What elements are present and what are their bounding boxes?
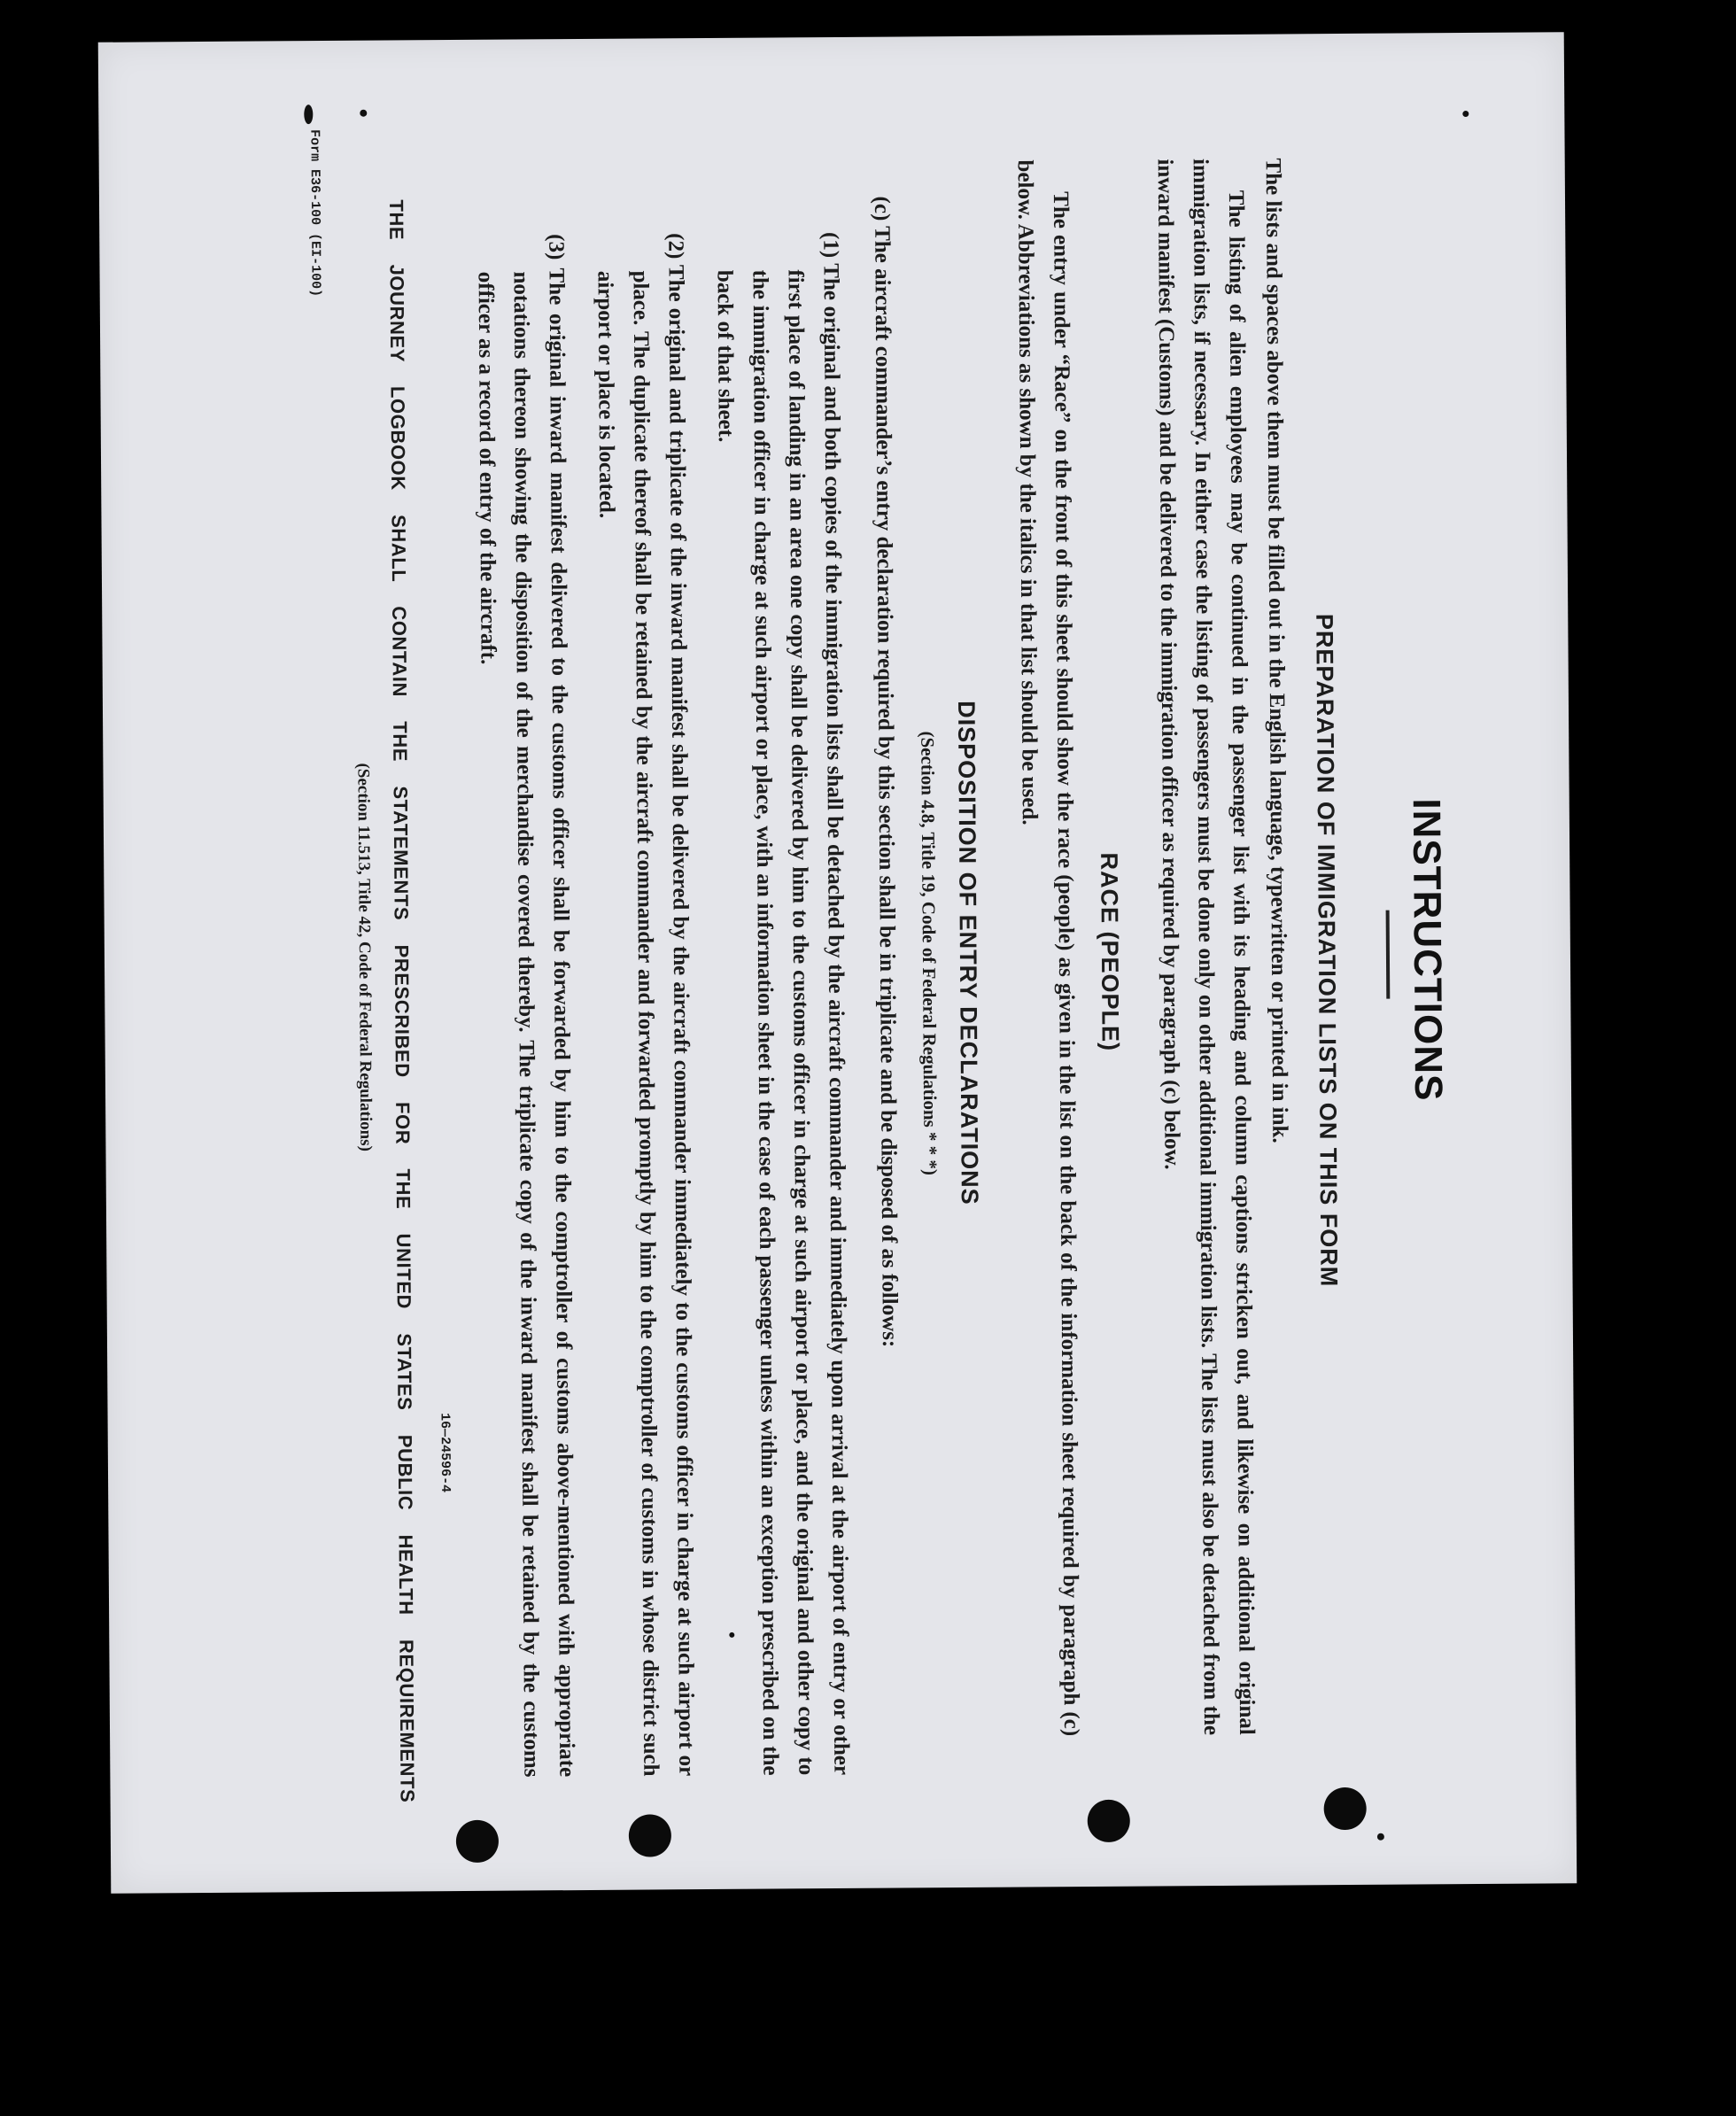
disposition-citation: (Section 4.8, Title 19, Code of Federal Regulations * * *) <box>917 731 942 1176</box>
punch-hole <box>629 1814 671 1856</box>
document-sheet <box>98 32 1577 1894</box>
page-title: INSTRUCTIONS <box>1404 798 1451 1102</box>
race-heading: RACE (PEOPLE) <box>1096 852 1124 1052</box>
disposition-item-2: (2) The original and triplicate of the inward manifest shall be delivered by the aircraft commander immediately to the customs officer in charge at such airport or place. The duplicate thereof shall be retained by the aircraft commander and forwarded promptly by him to the comptroller of customs in whose district such airport or place is located. <box>593 233 699 1777</box>
scan-speck <box>1462 111 1469 117</box>
rotated-text-block <box>218 95 1469 1813</box>
title-underline <box>1386 911 1391 999</box>
logbook-citation: (Section 11.513, Title 42, Code of Federal Regulations) <box>353 763 376 1151</box>
print-code: 16—24596-4 <box>437 1413 453 1493</box>
preparation-paragraph-1: The lists and spaces above them must be filled out in the English language, typewritten or printed in ink. <box>1260 158 1292 1143</box>
disposition-heading: DISPOSITION OF ENTRY DECLARATIONS <box>952 701 983 1205</box>
scan-speck <box>1377 1833 1384 1841</box>
logbook-statement: THE JOURNEY LOGBOOK SHALL CONTAIN THE STATEMENTS PRESCRIBED FOR THE UNITED STATES PUBLIC HEALTH REQUIREMENTS <box>384 199 419 1803</box>
punch-hole <box>456 1820 499 1863</box>
race-paragraph: The entry under “Race” on the front of this sheet should show the race (people) as given in the list on the back of the information sheet required by paragraph (c) below. Abbreviations as shown by the italics in that list should be used. <box>1012 159 1084 1737</box>
disposition-item-3: (3) The original inward manifest delivered to the customs officer shall be forwarded by him to the comptroller of customs above-mentioned with appropriate notations thereon showing the disposition of the merchandise covered thereby. The triplicate copy of the inward manifest shall be retained by the customs officer as a record of entry of the aircraft. <box>473 234 579 1778</box>
preparation-paragraph-2: The listing of alien employees may be continued in the passenger list with its heading and column captions stricken out, and likewise on additional original immigration lists, if necessary. In either case the listing of passengers must be done only on other additional immigration lists. The lists must also be detached from the inward manifest (Customs) and be delivered to the immigration officer as required by paragraph (c) below. <box>1152 159 1259 1736</box>
disposition-intro: (c) The aircraft commander’s entry declaration required by this section shall be in triplicate and be disposed of as follows: <box>869 196 903 1348</box>
form-number: Form E36-100 (EI-100) <box>306 129 323 298</box>
disposition-item-1: (1) The original and both copies of the immigration lists shall be detached by the aircraft commander and immediately upon arrival at the airport of entry or other first place of landing in an area one copy shall be delivered by him to the customs officer in charge at such airport or place, and the original and other copy to the immigration officer in charge at such airport or place, with an information sheet in the case of each passenger unless within an exception prescribed on the back of that sheet. <box>712 231 854 1776</box>
preparation-heading: PREPARATION OF IMMIGRATION LISTS ON THIS FORM <box>1311 613 1343 1288</box>
